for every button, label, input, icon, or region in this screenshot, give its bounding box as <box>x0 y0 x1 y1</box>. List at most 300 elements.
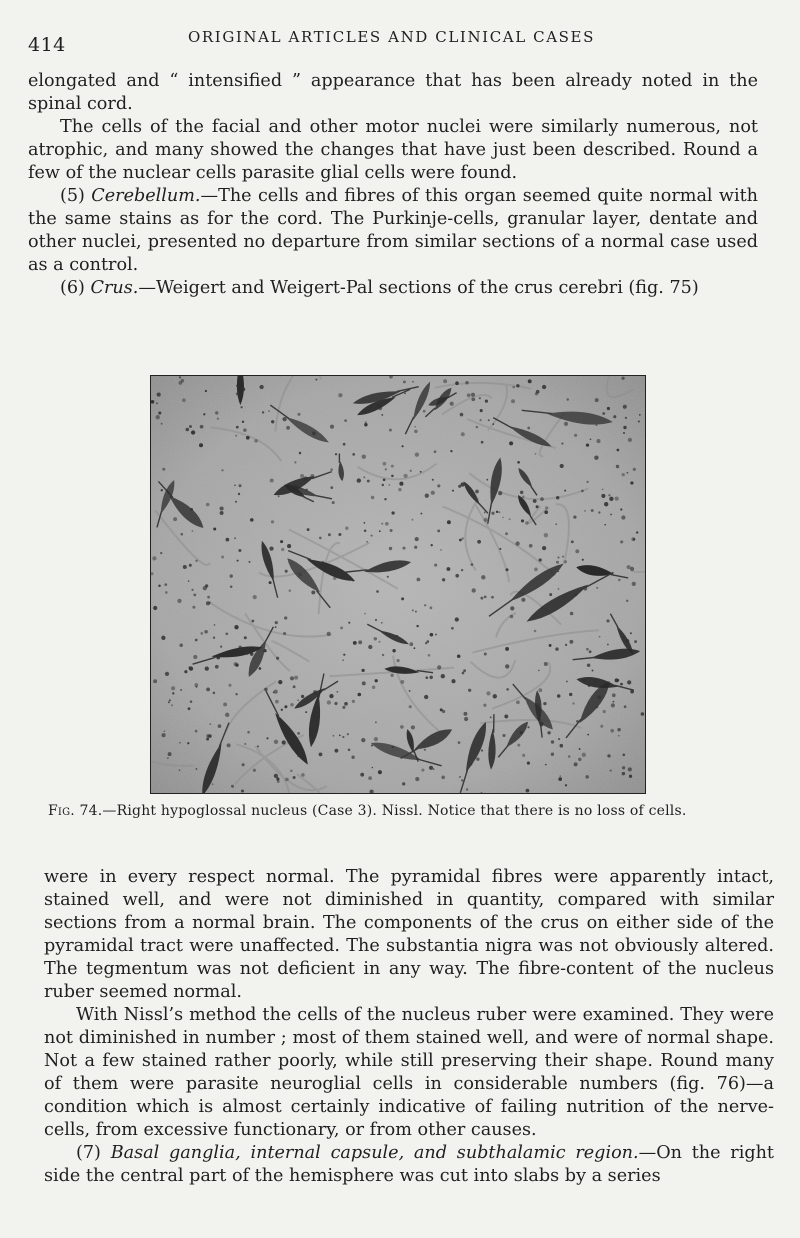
glial-nucleus-dot <box>161 489 163 491</box>
glial-nucleus-dot <box>560 775 562 777</box>
glial-nucleus-dot <box>348 622 350 624</box>
glial-nucleus-dot <box>636 531 638 533</box>
glial-nucleus-dot <box>460 413 464 417</box>
glial-nucleus-dot <box>215 665 219 669</box>
glial-nucleus-dot <box>586 443 589 446</box>
glial-nucleus-dot <box>236 392 239 395</box>
glial-nucleus-dot <box>430 633 434 637</box>
glial-nucleus-dot <box>561 443 563 445</box>
glial-nucleus-dot <box>338 393 342 397</box>
glial-nucleus-dot <box>382 484 384 486</box>
glial-nucleus-dot <box>587 664 591 668</box>
glial-nucleus-dot <box>582 559 584 561</box>
glial-nucleus-dot <box>217 418 219 420</box>
glial-nucleus-dot <box>434 450 437 453</box>
glial-nucleus-dot <box>295 485 297 487</box>
glial-nucleus-dot <box>437 529 440 532</box>
glial-nucleus-dot <box>641 712 645 716</box>
glial-nucleus-dot <box>403 547 406 550</box>
glial-nucleus-dot <box>275 700 279 704</box>
glial-nucleus-dot <box>179 742 181 744</box>
glial-nucleus-dot <box>165 591 168 594</box>
glial-nucleus-dot <box>274 774 278 778</box>
glial-nucleus-dot <box>378 641 380 643</box>
glial-nucleus-dot <box>383 478 386 481</box>
glial-nucleus-dot <box>223 702 227 706</box>
glial-nucleus-dot <box>319 753 323 757</box>
glial-nucleus-dot <box>171 704 173 706</box>
glial-nucleus-dot <box>596 587 598 589</box>
glial-nucleus-dot <box>544 533 548 537</box>
glial-nucleus-dot <box>157 393 161 397</box>
glial-nucleus-dot <box>517 744 520 747</box>
glial-nucleus-dot <box>461 569 463 571</box>
glial-nucleus-dot <box>239 484 242 487</box>
glial-nucleus-dot <box>372 767 374 769</box>
glial-nucleus-dot <box>248 561 250 563</box>
glial-nucleus-dot <box>481 441 484 444</box>
glial-nucleus-dot <box>220 645 222 647</box>
glial-nucleus-dot <box>620 540 623 543</box>
glial-nucleus-dot <box>574 434 577 437</box>
glial-nucleus-dot <box>533 499 537 503</box>
glial-nucleus-dot <box>188 707 191 710</box>
glial-nucleus-dot <box>549 593 552 596</box>
section-paragraph-cerebellum <box>28 185 758 277</box>
glial-nucleus-dot <box>342 706 345 709</box>
glial-nucleus-dot <box>268 410 270 412</box>
glial-nucleus-dot <box>301 773 305 777</box>
glial-nucleus-dot <box>153 679 157 683</box>
glial-nucleus-dot <box>404 474 408 478</box>
glial-nucleus-dot <box>625 417 627 419</box>
glial-nucleus-dot <box>420 471 422 473</box>
glial-nucleus-dot <box>226 538 230 542</box>
glial-nucleus-dot <box>375 721 377 723</box>
glial-nucleus-dot <box>622 753 625 756</box>
glial-nucleus-dot <box>632 582 636 586</box>
glial-nucleus-dot <box>238 549 241 552</box>
glial-nucleus-dot <box>484 518 488 522</box>
glial-nucleus-dot <box>360 773 364 777</box>
glial-nucleus-dot <box>329 694 333 698</box>
glial-nucleus-dot <box>343 654 345 656</box>
glial-nucleus-dot <box>274 740 278 744</box>
glial-nucleus-dot <box>281 548 284 551</box>
glial-nucleus-dot <box>389 429 392 432</box>
glial-nucleus-dot <box>563 560 566 563</box>
glial-nucleus-dot <box>186 428 190 432</box>
glial-nucleus-dot <box>344 419 347 422</box>
glial-nucleus-dot <box>236 385 238 387</box>
glial-nucleus-dot <box>397 659 400 662</box>
glial-nucleus-dot <box>364 613 366 615</box>
glial-nucleus-dot <box>562 556 564 558</box>
glial-nucleus-dot <box>410 470 412 472</box>
glial-nucleus-dot <box>481 749 483 751</box>
glial-nucleus-dot <box>213 527 216 530</box>
glial-nucleus-dot <box>465 381 468 384</box>
glial-nucleus-dot <box>181 533 184 536</box>
glial-nucleus-dot <box>441 775 445 779</box>
glial-nucleus-dot <box>528 379 532 383</box>
glial-nucleus-dot <box>534 630 537 633</box>
glial-nucleus-dot <box>274 690 278 694</box>
glial-nucleus-dot <box>374 737 378 741</box>
glial-nucleus-dot <box>557 570 559 572</box>
glial-nucleus-dot <box>630 481 633 484</box>
glial-nucleus-dot <box>392 746 394 748</box>
section-heading: Basal ganglia, internal capsule, and subthalamic region. <box>110 1143 639 1163</box>
glial-nucleus-dot <box>250 518 254 522</box>
glial-nucleus-dot <box>379 530 381 532</box>
glial-nucleus-dot <box>581 490 584 493</box>
glial-nucleus-dot <box>254 439 257 442</box>
glial-nucleus-dot <box>557 694 561 698</box>
glial-nucleus-dot <box>290 703 294 707</box>
glial-nucleus-dot <box>484 512 486 514</box>
glial-nucleus-dot <box>594 456 598 460</box>
glial-nucleus-dot <box>234 625 238 629</box>
glial-nucleus-dot <box>425 642 427 644</box>
glial-nucleus-dot <box>608 494 610 496</box>
glial-nucleus-dot <box>544 662 548 666</box>
glial-nucleus-dot <box>480 409 483 412</box>
glial-nucleus-dot <box>432 479 434 481</box>
glial-nucleus-dot <box>620 508 622 510</box>
glial-nucleus-dot <box>568 755 571 758</box>
glial-nucleus-dot <box>191 589 193 591</box>
glial-nucleus-dot <box>629 775 632 778</box>
glial-nucleus-dot <box>538 688 542 692</box>
glial-nucleus-dot <box>333 735 335 737</box>
glial-nucleus-dot <box>569 693 572 696</box>
glial-nucleus-dot <box>492 729 494 731</box>
upper-text-block <box>28 70 758 300</box>
glial-nucleus-dot <box>209 602 211 604</box>
glial-nucleus-dot <box>505 664 509 668</box>
glial-nucleus-dot <box>624 705 627 708</box>
glial-nucleus-dot <box>545 764 547 766</box>
glial-nucleus-dot <box>628 767 632 771</box>
glial-nucleus-dot <box>312 432 316 436</box>
glial-nucleus-dot <box>437 665 441 669</box>
glial-nucleus-dot <box>504 714 508 718</box>
glial-nucleus-dot <box>502 734 505 737</box>
glial-nucleus-dot <box>491 512 494 515</box>
glial-nucleus-dot <box>218 655 220 657</box>
glial-nucleus-dot <box>539 722 543 726</box>
glial-nucleus-dot <box>556 561 559 564</box>
glial-nucleus-dot <box>616 465 619 468</box>
glial-nucleus-dot <box>480 597 483 600</box>
glial-nucleus-dot <box>613 415 616 418</box>
glial-nucleus-dot <box>588 684 591 687</box>
glial-nucleus-dot <box>257 745 259 747</box>
glial-nucleus-dot <box>377 403 381 407</box>
glial-nucleus-dot <box>187 742 189 744</box>
section-paragraph-basal-ganglia <box>44 1142 774 1188</box>
glial-nucleus-dot <box>352 453 355 456</box>
glial-nucleus-dot <box>535 703 539 707</box>
glial-nucleus-dot <box>283 632 286 635</box>
paragraph: were in every respect normal. The pyramidal fibres were apparently intact, stained well, and were not diminished in quantity, compared with similar sections from a normal brain. The components of the crus on either side of the pyramidal tract were unaffected. The substantia nigra was not obviously altered. The tegmentum was not deficient in any way. The fibre-content of the nucleus ruber seemed normal. <box>44 867 774 1002</box>
glial-nucleus-dot <box>404 392 406 394</box>
glial-nucleus-dot <box>163 730 165 732</box>
glial-nucleus-dot <box>627 680 631 684</box>
glial-nucleus-dot <box>389 547 392 550</box>
glial-nucleus-dot <box>385 468 387 470</box>
glial-nucleus-dot <box>463 712 467 716</box>
glial-nucleus-dot <box>414 546 417 549</box>
glial-nucleus-dot <box>284 705 287 708</box>
glial-nucleus-dot <box>415 611 417 613</box>
glial-nucleus-dot <box>342 736 344 738</box>
figure-caption <box>48 803 768 819</box>
glial-nucleus-dot <box>340 626 343 629</box>
glial-nucleus-dot <box>221 556 224 559</box>
glial-nucleus-dot <box>471 393 475 397</box>
glial-nucleus-dot <box>398 488 401 491</box>
glial-nucleus-dot <box>542 385 546 389</box>
micrograph-image <box>151 376 645 793</box>
glial-nucleus-dot <box>259 667 262 670</box>
glial-nucleus-dot <box>611 703 615 707</box>
glial-nucleus-dot <box>378 770 382 774</box>
glial-nucleus-dot <box>485 399 488 402</box>
glial-nucleus-dot <box>479 397 481 399</box>
paragraph: elongated and “ intensified ” appearance that has been already noted in the spinal cord. <box>28 71 758 114</box>
glial-nucleus-dot <box>414 430 417 433</box>
glial-nucleus-dot <box>586 648 589 651</box>
glial-nucleus-dot <box>542 546 546 550</box>
glial-nucleus-dot <box>598 511 600 513</box>
glial-nucleus-dot <box>623 426 626 429</box>
glial-nucleus-dot <box>190 700 193 703</box>
glial-nucleus-dot <box>417 411 419 413</box>
glial-nucleus-dot <box>269 581 272 584</box>
glial-nucleus-dot <box>412 519 414 521</box>
glial-nucleus-dot <box>228 684 231 687</box>
glial-nucleus-dot <box>618 579 621 582</box>
glial-nucleus-dot <box>424 749 426 751</box>
glial-nucleus-dot <box>434 564 437 567</box>
glial-nucleus-dot <box>475 490 479 494</box>
glial-nucleus-dot <box>564 422 568 426</box>
glial-nucleus-dot <box>182 398 186 402</box>
glial-nucleus-dot <box>179 381 183 385</box>
glial-nucleus-dot <box>206 738 209 741</box>
glial-nucleus-dot <box>392 649 395 652</box>
glial-nucleus-dot <box>615 497 619 501</box>
glial-nucleus-dot <box>171 686 175 690</box>
glial-nucleus-dot <box>450 402 454 406</box>
paragraph: The cells of the facial and other motor nuclei were similarly numerous, not atrophic, and many showed the changes that have just been described. Round a few of the nuclear cells parasite glial cells were found. <box>28 117 758 183</box>
glial-nucleus-dot <box>300 474 304 478</box>
glial-nucleus-dot <box>609 497 613 501</box>
glial-nucleus-dot <box>282 417 286 421</box>
glial-nucleus-dot <box>617 728 620 731</box>
glial-nucleus-dot <box>521 519 524 522</box>
glial-nucleus-dot <box>297 699 299 701</box>
glial-nucleus-dot <box>592 670 594 672</box>
glial-nucleus-dot <box>429 606 432 609</box>
glial-nucleus-dot <box>423 410 426 413</box>
glial-nucleus-dot <box>617 449 620 452</box>
glial-nucleus-dot <box>591 509 594 512</box>
glial-nucleus-dot <box>352 700 355 703</box>
glial-nucleus-dot <box>333 576 337 580</box>
glial-nucleus-dot <box>293 685 296 688</box>
glial-nucleus-dot <box>368 645 372 649</box>
glial-nucleus-dot <box>390 674 393 677</box>
glial-nucleus-dot <box>558 738 560 740</box>
section-number: (5) <box>60 186 85 206</box>
section-heading: Cerebellum. <box>91 186 201 206</box>
glial-nucleus-dot <box>582 753 586 757</box>
glial-nucleus-dot <box>417 578 421 582</box>
glial-nucleus-dot <box>544 510 548 514</box>
glial-nucleus-dot <box>471 397 475 401</box>
glial-nucleus-dot <box>195 730 198 733</box>
glial-nucleus-dot <box>364 529 367 532</box>
glial-nucleus-dot <box>384 498 386 500</box>
glial-nucleus-dot <box>583 587 587 591</box>
glial-nucleus-dot <box>435 634 437 636</box>
glial-nucleus-dot <box>285 778 289 782</box>
glial-nucleus-dot <box>446 567 450 571</box>
glial-nucleus-dot <box>412 609 414 611</box>
glial-nucleus-dot <box>451 679 455 683</box>
glial-nucleus-dot <box>505 647 509 651</box>
glial-nucleus-dot <box>236 426 239 429</box>
glial-nucleus-dot <box>351 756 354 759</box>
glial-nucleus-dot <box>610 514 612 516</box>
glial-nucleus-dot <box>621 377 624 380</box>
glial-nucleus-dot <box>280 540 283 543</box>
glial-nucleus-dot <box>358 693 362 697</box>
glial-nucleus-dot <box>167 757 169 759</box>
glial-nucleus-dot <box>470 763 472 765</box>
glial-nucleus-dot <box>447 520 451 524</box>
glial-nucleus-dot <box>247 731 250 734</box>
glial-nucleus-dot <box>415 777 419 781</box>
glial-nucleus-dot <box>615 678 619 682</box>
glial-nucleus-dot <box>409 690 411 692</box>
glial-nucleus-dot <box>631 537 635 541</box>
glial-nucleus-dot <box>433 768 435 770</box>
glial-nucleus-dot <box>549 644 552 647</box>
glial-nucleus-dot <box>560 744 564 748</box>
glial-nucleus-dot <box>622 772 625 775</box>
glial-nucleus-dot <box>342 659 344 661</box>
glial-nucleus-dot <box>522 754 525 757</box>
glial-nucleus-dot <box>628 438 632 442</box>
glial-nucleus-dot <box>538 670 540 672</box>
page-number: 414 <box>28 34 66 56</box>
glial-nucleus-dot <box>604 502 608 506</box>
glial-nucleus-dot <box>558 588 560 590</box>
glial-nucleus-dot <box>626 600 628 602</box>
glial-nucleus-dot <box>212 783 214 785</box>
glial-nucleus-dot <box>431 491 435 495</box>
glial-nucleus-dot <box>630 567 634 571</box>
glial-nucleus-dot <box>443 379 447 383</box>
glial-nucleus-dot <box>569 640 573 644</box>
glial-nucleus-dot <box>330 468 333 471</box>
glial-nucleus-dot <box>330 486 333 489</box>
glial-nucleus-dot <box>574 762 578 766</box>
glial-nucleus-dot <box>245 651 249 655</box>
glial-nucleus-dot <box>361 669 364 672</box>
glial-nucleus-dot <box>421 769 424 772</box>
glial-nucleus-dot <box>284 616 287 619</box>
glial-nucleus-dot <box>183 565 187 569</box>
glial-nucleus-dot <box>220 511 224 515</box>
glial-nucleus-dot <box>391 465 394 468</box>
glial-nucleus-dot <box>289 484 291 486</box>
glial-nucleus-dot <box>343 443 346 446</box>
glial-nucleus-dot <box>607 754 610 757</box>
glial-nucleus-dot <box>225 632 228 635</box>
glial-nucleus-dot <box>328 533 331 536</box>
glial-nucleus-dot <box>582 678 585 681</box>
glial-nucleus-dot <box>584 510 586 512</box>
lower-text-block <box>44 866 774 1188</box>
glial-nucleus-dot <box>190 508 193 511</box>
glial-nucleus-dot <box>574 593 577 596</box>
glial-nucleus-dot <box>483 704 486 707</box>
glial-nucleus-dot <box>275 626 277 628</box>
glial-nucleus-dot <box>414 426 416 428</box>
glial-nucleus-dot <box>290 676 294 680</box>
glial-nucleus-dot <box>278 495 280 497</box>
glial-nucleus-dot <box>299 573 302 576</box>
glial-nucleus-dot <box>429 676 432 679</box>
glial-nucleus-dot <box>270 478 274 482</box>
glial-nucleus-dot <box>627 565 631 569</box>
glial-nucleus-dot <box>235 693 237 695</box>
glial-nucleus-dot <box>595 424 597 426</box>
glial-nucleus-dot <box>529 544 533 548</box>
glial-nucleus-dot <box>599 636 601 638</box>
glial-nucleus-dot <box>484 652 487 655</box>
glial-nucleus-dot <box>522 496 525 499</box>
glial-nucleus-dot <box>520 491 523 494</box>
glial-nucleus-dot <box>498 491 502 495</box>
glial-nucleus-dot <box>339 735 341 737</box>
glial-nucleus-dot <box>425 494 429 498</box>
glial-nucleus-dot <box>315 379 317 381</box>
glial-nucleus-dot <box>556 496 560 500</box>
glial-nucleus-dot <box>461 432 465 436</box>
glial-nucleus-dot <box>626 472 628 474</box>
glial-nucleus-dot <box>566 398 569 401</box>
glial-nucleus-dot <box>452 490 454 492</box>
glial-nucleus-dot <box>607 644 609 646</box>
glial-nucleus-dot <box>476 758 479 761</box>
glial-nucleus-dot <box>345 527 348 530</box>
glial-nucleus-dot <box>383 462 387 466</box>
glial-nucleus-dot <box>623 432 625 434</box>
glial-nucleus-dot <box>451 627 454 630</box>
glial-nucleus-dot <box>215 411 218 414</box>
glial-nucleus-dot <box>400 680 404 684</box>
glial-nucleus-dot <box>486 691 490 695</box>
glial-nucleus-dot <box>492 423 494 425</box>
glial-nucleus-dot <box>168 701 170 703</box>
glial-nucleus-dot <box>610 770 612 772</box>
